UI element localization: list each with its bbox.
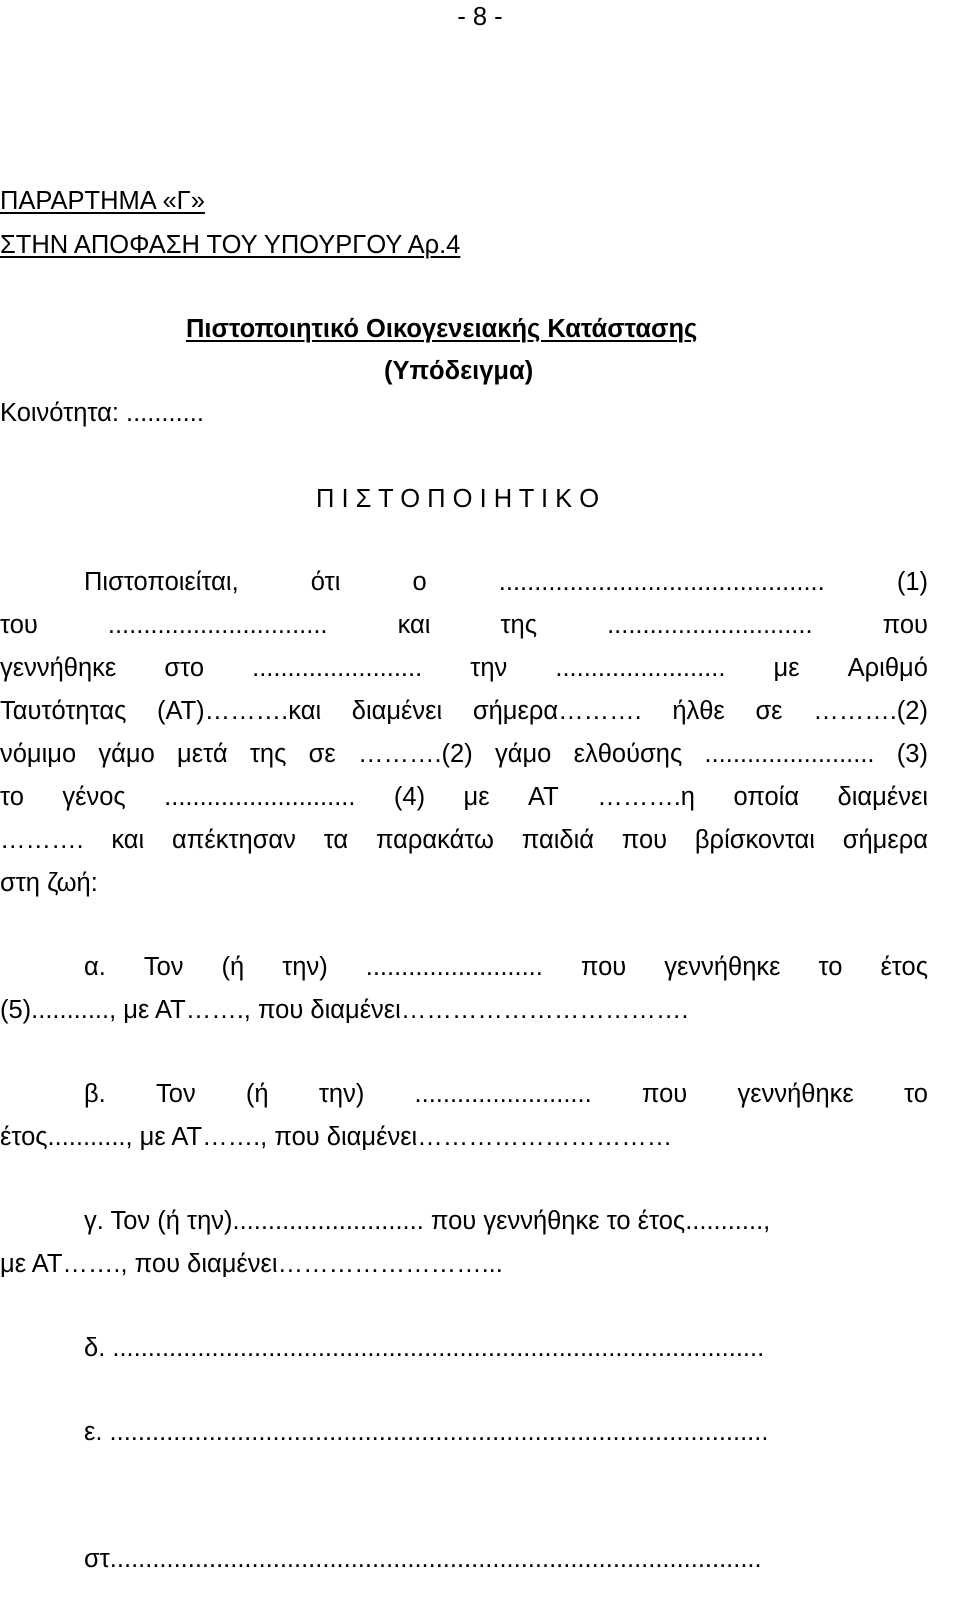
body-line-8: στη ζωή: [0, 869, 98, 897]
body-line-1: Πιστοποιείται, ότι ο .............................................. (1) [84, 568, 928, 596]
body-line-3: γεννήθηκε στο ........................ την ........................ με Αριθμό [0, 654, 928, 682]
document-subtitle: (Υπόδειγμα) [384, 357, 534, 385]
child-d-line: δ. ............................................................................................ [84, 1334, 765, 1362]
community-field: Κοινότητα: ........... [0, 399, 204, 427]
body-line-5: νόμιμο γάμο μετά της σε ……….(2) γάμο ελθούσης ........................ (3) [0, 740, 928, 768]
certificate-heading: Π Ι Σ Τ Ο Π Ο Ι Η Τ Ι Κ Ο [316, 485, 600, 513]
body-line-2: του ............................... και της ............................. που [0, 611, 928, 639]
child-c-line-1: γ. Τον (ή την)........................... που γεννήθηκε το έτος..........., [84, 1207, 771, 1235]
annex-title: ΠΑΡΑΡΤΗΜΑ «Γ» [0, 187, 205, 215]
child-a-line-1: α. Τον (ή την) ......................... που γεννήθηκε το έτος [84, 953, 928, 981]
annex-reference: ΣΤΗΝ ΑΠΟΦΑΣΗ ΤΟΥ ΥΠΟΥΡΓΟΥ Αρ.4 [0, 231, 461, 259]
body-line-7: ………. και απέκτησαν τα παρακάτω παιδιά που βρίσκονται σήμερα [0, 826, 928, 854]
child-a-line-2: (5)..........., με ΑΤ……., που διαμένει……………………………. [0, 996, 689, 1024]
document-title: Πιστοποιητικό Οικογενειακής Κατάστασης [186, 315, 698, 343]
child-b-line-2: έτος..........., με ΑΤ……., που διαμένει………………………… [0, 1123, 673, 1151]
child-st-line: στ............................................................................................ [84, 1545, 762, 1573]
child-e-line: ε. ............................................................................................. [84, 1418, 769, 1446]
body-line-6: το γένος ........................... (4) με ΑΤ ……….η οποία διαμένει [0, 783, 928, 811]
page-number: - 8 - [457, 3, 503, 31]
child-c-line-2: με ΑΤ……., που διαμένει……………………... [0, 1250, 503, 1278]
body-line-4: Ταυτότητας (ΑΤ)……….και διαμένει σήμερα………. ήλθε σε ……….(2) [0, 697, 928, 725]
child-b-line-1: β. Τον (ή την) ......................... που γεννήθηκε το [84, 1080, 928, 1108]
